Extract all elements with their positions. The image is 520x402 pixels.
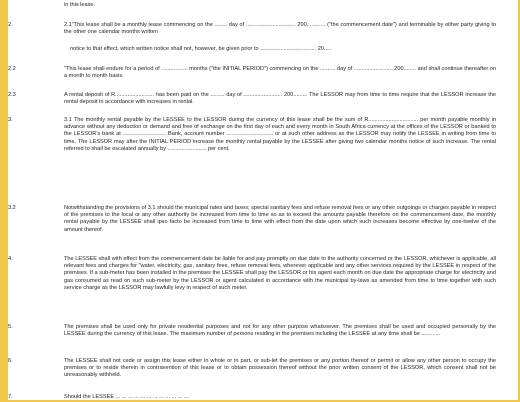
clause-text: 2.1"This lease shall be a monthly lease commencing on the ........ day of ................................ 200............ ("the commencement date") and terminable by either party giving to the other one calendar months written — [64, 22, 496, 36]
clause-text: "This lease shall endure for a period of ................. months ("the INITIAL PERIOD") commencing on the .......... day of ......................... 200........ and shall continue thereafter on a month to month basis. — [64, 66, 496, 80]
clause-5 — [8, 324, 518, 350]
clause-text: The premises shall be used only for private residential purposes and not for any other purpose whatsoever. The premises shall be used and occupied personally by the LESSEE during the currency of this lease. The maximum number of persons residing in the premises including the LESSEE at any time shall be ............ — [64, 324, 496, 338]
clause-text: The LESSEE shall not cede or assign this lease either in whole or in part, or sub-let the premises or any portion thereof or permit or allow any other person to occupy the premises or to reside therein in contravention of this lease or to obtain possession thereof without the prior written consent of the LESSOR, which consent shall not be unreasonably withheld. — [64, 358, 496, 379]
clause-text: The LESSEE shall with effect from the commencement date be liable for and pay promptly on due date to the authority concerned or the LESSOR, whichever is applicable, all relevant fees and charges for "water, electricity, gas, sanitary fees, refuse removal fees, wherever applicable and any other services required by the LESSEE in respect of the premises. If a sub-meter has been installed in the premises the LESSEE shall pay the LESSOR or his agent each month on due date the appropriate charge for electricity and gas consumed as read on such sub-meter by the LESSOR or agent calculated in accordance with the municipal by-laws as amended from time to time together with such service charge as the LESSOR may lawfully levy in respect of such meter. — [64, 256, 496, 291]
clause-text: 3.1 The monthly rental payable by the LESSEE to the LESSOR during the currency of this lease shall be the sum of R................................ per month payable monthly in advance without any deduction or demand and free of exchange on the first day of each and every month in South Africa currency at the offices of the LESSOR or banked to the LESSOR's bank at ............................ Bank, account number .............................. or at such other address as the LESSOR may notify the LESSEE in writing from time to time. The LESSOR may after the INITIAL PERIOD increase the monthly rental payable by the LESSEE after giving two calendar months notice of such increase. The rental referred to shall be escalated annually by ......................... per cent. — [64, 117, 496, 152]
clause-2 — [8, 22, 518, 58]
clause-text: Notwithstanding the provisions of 3.1 should the municipal rates and taxes; special sanitary fees and refuse removal fees or any other outgoings or charges payable in respect of the premises to the local or any other authority be increased from time to time so as to exceed the amounts payable therefore on the commencement date, the monthly rental payable by the LESSEE shall ipso facto be increased from time to time with effect from the date upon which such increases become effective by one-twelve of the amount thereof. — [64, 205, 496, 233]
clause-number: 3.2 — [8, 205, 16, 211]
clause-text: A rental deposit of R......................... has been paid on the ......... day of ......................... 200......... The LESSOR may from time to time require that the LESSOR increase the rental deposit in accordance with increases in rental. — [64, 92, 496, 106]
clause-3 — [8, 117, 518, 185]
lease-document-page — [8, 0, 518, 400]
clause-number: 5. — [8, 324, 13, 330]
clause-number: 4. — [8, 256, 13, 262]
clause-text: Should the LESSEE ... ... ... ... ... ... ... ... ... ... ... ... — [64, 394, 189, 400]
clause-2-2 — [8, 66, 518, 86]
clause-top-text: in this lease. — [64, 2, 96, 8]
clause-top — [8, 0, 518, 15]
clause-number: 2. — [8, 22, 13, 28]
clause-3-2 — [8, 205, 518, 245]
clause-6 — [8, 358, 518, 384]
clause-number: 2.2 — [8, 66, 16, 72]
clause-number: 2.3 — [8, 92, 16, 98]
clause-notice-line: notice to that effect, which written notice shall not, however, be given prior to .................................... 20..... — [70, 46, 332, 52]
clause-4 — [8, 256, 518, 316]
clause-7 — [8, 394, 518, 402]
clause-number: 6. — [8, 358, 13, 364]
clause-number: 3. — [8, 117, 13, 123]
clause-number: 7. — [8, 394, 13, 400]
clause-2-3 — [8, 92, 518, 112]
